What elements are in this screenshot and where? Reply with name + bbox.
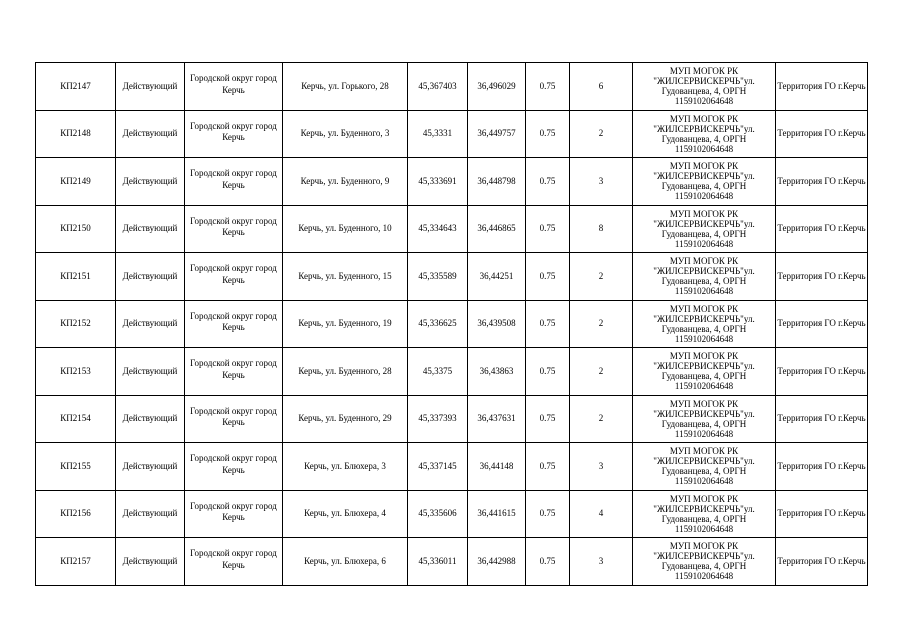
cell-longitude: 36,437631	[468, 395, 526, 443]
cell-owner: МУП МОГОК РК "ЖИЛСЕРВИСКЕРЧЬ"ул. Гудованцева, 4, ОРГН 1159102064648	[633, 253, 776, 301]
table-row	[36, 158, 868, 206]
cell-site-code: КП2156	[36, 490, 116, 538]
cell-latitude: 45,333691	[408, 158, 468, 206]
cell-latitude: 45,367403	[408, 63, 468, 111]
cell-site-code: КП2152	[36, 300, 116, 348]
cell-status: Действующий	[116, 63, 185, 111]
cell-container-count: 3	[570, 158, 633, 206]
table-row	[36, 348, 868, 396]
cell-territory: Территория ГО г.Керчь	[776, 63, 868, 111]
cell-area: 0.75	[526, 443, 570, 491]
table-row	[36, 300, 868, 348]
cell-status: Действующий	[116, 443, 185, 491]
cell-owner: МУП МОГОК РК "ЖИЛСЕРВИСКЕРЧЬ"ул. Гудованцева, 4, ОРГН 1159102064648	[633, 205, 776, 253]
cell-longitude: 36,44251	[468, 253, 526, 301]
cell-territory: Территория ГО г.Керчь	[776, 158, 868, 206]
cell-site-code: КП2153	[36, 348, 116, 396]
cell-territory: Территория ГО г.Керчь	[776, 300, 868, 348]
cell-address: Керчь, ул. Буденного, 3	[283, 110, 408, 158]
cell-area: 0.75	[526, 395, 570, 443]
cell-territory: Территория ГО г.Керчь	[776, 348, 868, 396]
table-row	[36, 538, 868, 586]
cell-longitude: 36,448798	[468, 158, 526, 206]
cell-container-count: 2	[570, 253, 633, 301]
cell-latitude: 45,335589	[408, 253, 468, 301]
cell-longitude: 36,441615	[468, 490, 526, 538]
cell-municipality: Городской округ город Керчь	[185, 443, 283, 491]
table-row	[36, 253, 868, 301]
cell-territory: Территория ГО г.Керчь	[776, 490, 868, 538]
cell-address: Керчь, ул. Блюхера, 3	[283, 443, 408, 491]
cell-site-code: КП2150	[36, 205, 116, 253]
cell-site-code: КП2148	[36, 110, 116, 158]
cell-owner: МУП МОГОК РК "ЖИЛСЕРВИСКЕРЧЬ"ул. Гудованцева, 4, ОРГН 1159102064648	[633, 300, 776, 348]
cell-address: Керчь, ул. Буденного, 10	[283, 205, 408, 253]
cell-container-count: 6	[570, 63, 633, 111]
container-sites-table	[35, 62, 868, 586]
cell-area: 0.75	[526, 348, 570, 396]
cell-address: Керчь, ул. Буденного, 15	[283, 253, 408, 301]
cell-owner: МУП МОГОК РК "ЖИЛСЕРВИСКЕРЧЬ"ул. Гудованцева, 4, ОРГН 1159102064648	[633, 490, 776, 538]
cell-site-code: КП2151	[36, 253, 116, 301]
cell-latitude: 45,336011	[408, 538, 468, 586]
cell-municipality: Городской округ город Керчь	[185, 300, 283, 348]
cell-longitude: 36,439508	[468, 300, 526, 348]
cell-status: Действующий	[116, 395, 185, 443]
table-row	[36, 205, 868, 253]
cell-owner: МУП МОГОК РК "ЖИЛСЕРВИСКЕРЧЬ"ул. Гудованцева, 4, ОРГН 115910206464​8	[633, 63, 776, 111]
cell-municipality: Городской округ город Керчь	[185, 253, 283, 301]
table-row	[36, 110, 868, 158]
cell-address: Керчь, ул. Горького, 28	[283, 63, 408, 111]
table-row	[36, 395, 868, 443]
cell-latitude: 45,336625	[408, 300, 468, 348]
cell-municipality: Городской округ город Керчь	[185, 63, 283, 111]
cell-container-count: 2	[570, 300, 633, 348]
cell-address: Керчь, ул. Блюхера, 6	[283, 538, 408, 586]
cell-territory: Территория ГО г.Керчь	[776, 253, 868, 301]
cell-latitude: 45,337393	[408, 395, 468, 443]
cell-container-count: 8	[570, 205, 633, 253]
cell-latitude: 45,335606	[408, 490, 468, 538]
cell-status: Действующий	[116, 490, 185, 538]
cell-municipality: Городской округ город Керчь	[185, 395, 283, 443]
cell-container-count: 2	[570, 348, 633, 396]
cell-address: Керчь, ул. Буденного, 19	[283, 300, 408, 348]
cell-latitude: 45,3331	[408, 110, 468, 158]
cell-container-count: 3	[570, 538, 633, 586]
cell-territory: Территория ГО г.Керчь	[776, 538, 868, 586]
cell-status: Действующий	[116, 110, 185, 158]
cell-municipality: Городской округ город Керчь	[185, 205, 283, 253]
cell-container-count: 3	[570, 443, 633, 491]
table-row	[36, 63, 868, 111]
cell-territory: Территория ГО г.Керчь	[776, 395, 868, 443]
cell-longitude: 36,449757	[468, 110, 526, 158]
cell-municipality: Городской округ город Керчь	[185, 110, 283, 158]
cell-site-code: КП2147	[36, 63, 116, 111]
cell-municipality: Городской округ город Керчь	[185, 538, 283, 586]
cell-territory: Территория ГО г.Керчь	[776, 110, 868, 158]
cell-area: 0.75	[526, 253, 570, 301]
cell-longitude: 36,442988	[468, 538, 526, 586]
cell-owner: МУП МОГОК РК "ЖИЛСЕРВИСКЕРЧЬ"ул. Гудованцева, 4, ОРГН 1159102064648	[633, 348, 776, 396]
table-row	[36, 443, 868, 491]
cell-site-code: КП2157	[36, 538, 116, 586]
cell-owner: МУП МОГОК РК "ЖИЛСЕРВИСКЕРЧЬ"ул. Гудованцева, 4, ОРГН 1159102064648	[633, 395, 776, 443]
table-body	[36, 63, 868, 586]
cell-address: Керчь, ул. Буденного, 28	[283, 348, 408, 396]
cell-area: 0.75	[526, 158, 570, 206]
table-row	[36, 490, 868, 538]
cell-area: 0.75	[526, 63, 570, 111]
cell-owner: МУП МОГОК РК "ЖИЛСЕРВИСКЕРЧЬ"ул. Гудованцева, 4, ОРГН 1159102064648	[633, 538, 776, 586]
cell-longitude: 36,496029	[468, 63, 526, 111]
cell-territory: Территория ГО г.Керчь	[776, 205, 868, 253]
cell-status: Действующий	[116, 205, 185, 253]
cell-latitude: 45,3375	[408, 348, 468, 396]
cell-area: 0.75	[526, 300, 570, 348]
cell-longitude: 36,44148	[468, 443, 526, 491]
cell-latitude: 45,337145	[408, 443, 468, 491]
cell-container-count: 2	[570, 110, 633, 158]
cell-municipality: Городской округ город Керчь	[185, 348, 283, 396]
cell-latitude: 45,334643	[408, 205, 468, 253]
cell-longitude: 36,43863	[468, 348, 526, 396]
cell-status: Действующий	[116, 348, 185, 396]
cell-area: 0.75	[526, 205, 570, 253]
cell-site-code: КП2154	[36, 395, 116, 443]
cell-status: Действующий	[116, 253, 185, 301]
cell-owner: МУП МОГОК РК "ЖИЛСЕРВИСКЕРЧЬ"ул. Гудованцева, 4, ОРГН 1159102064648	[633, 158, 776, 206]
cell-area: 0.75	[526, 110, 570, 158]
cell-owner: МУП МОГОК РК "ЖИЛСЕРВИСКЕРЧЬ"ул. Гудованцева, 4, ОРГН 1159102064648	[633, 110, 776, 158]
cell-container-count: 4	[570, 490, 633, 538]
cell-longitude: 36,446865	[468, 205, 526, 253]
cell-status: Действующий	[116, 158, 185, 206]
cell-site-code: КП2149	[36, 158, 116, 206]
cell-address: Керчь, ул. Буденного, 9	[283, 158, 408, 206]
cell-status: Действующий	[116, 300, 185, 348]
cell-territory: Территория ГО г.Керчь	[776, 443, 868, 491]
cell-address: Керчь, ул. Блюхера, 4	[283, 490, 408, 538]
cell-area: 0.75	[526, 538, 570, 586]
cell-address: Керчь, ул. Буденного, 29	[283, 395, 408, 443]
cell-owner: МУП МОГОК РК "ЖИЛСЕРВИСКЕРЧЬ"ул. Гудованцева, 4, ОРГН 1159102064648	[633, 443, 776, 491]
cell-status: Действующий	[116, 538, 185, 586]
cell-area: 0.75	[526, 490, 570, 538]
cell-container-count: 2	[570, 395, 633, 443]
cell-municipality: Городской округ город Керчь	[185, 158, 283, 206]
cell-site-code: КП2155	[36, 443, 116, 491]
document-page	[35, 62, 867, 586]
cell-municipality: Городской округ город Керчь	[185, 490, 283, 538]
